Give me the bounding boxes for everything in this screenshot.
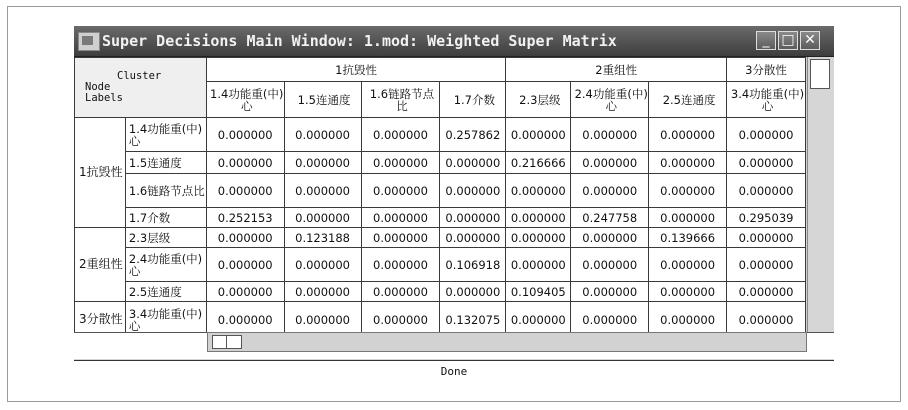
matrix-cell[interactable]: 0.000000 xyxy=(506,174,571,208)
row-node-label[interactable]: 1.7介数 xyxy=(125,208,206,228)
matrix-cell[interactable]: 0.000000 xyxy=(649,248,727,282)
matrix-cell[interactable]: 0.000000 xyxy=(649,152,727,174)
column-node-header[interactable]: 1.7介数 xyxy=(440,82,506,118)
matrix-cell[interactable]: 0.000000 xyxy=(440,174,506,208)
vertical-scrollbar[interactable] xyxy=(807,57,833,332)
matrix-cell[interactable]: 0.000000 xyxy=(571,228,649,248)
matrix-cell[interactable]: 0.106918 xyxy=(440,248,506,282)
matrix-cell[interactable]: 0.000000 xyxy=(206,118,284,152)
matrix-cell[interactable]: 0.000000 xyxy=(206,248,284,282)
matrix-cell[interactable]: 0.000000 xyxy=(361,248,440,282)
matrix-cell[interactable]: 0.000000 xyxy=(506,302,571,333)
matrix-cell[interactable]: 0.247758 xyxy=(571,208,649,228)
matrix-cell[interactable]: 0.000000 xyxy=(284,302,361,333)
corner-label-2: Node xyxy=(85,81,111,93)
horizontal-scrollbar[interactable] xyxy=(207,332,807,352)
row-node-label[interactable]: 1.5连通度 xyxy=(125,152,206,174)
column-node-header[interactable]: 1.6链路节点比 xyxy=(361,82,440,118)
title-bar[interactable] xyxy=(74,26,834,57)
column-cluster-header[interactable]: 3分散性 xyxy=(727,58,806,82)
matrix-cell[interactable]: 0.000000 xyxy=(361,208,440,228)
status-bar: Done xyxy=(74,360,834,385)
matrix-row xyxy=(75,208,806,228)
matrix-cell[interactable]: 0.000000 xyxy=(727,118,806,152)
matrix-cell[interactable]: 0.000000 xyxy=(284,174,361,208)
corner-label-3: Labels xyxy=(85,92,123,104)
maximize-button[interactable]: □ xyxy=(778,31,798,50)
matrix-cell[interactable]: 0.000000 xyxy=(649,118,727,152)
column-node-header[interactable]: 1.5连通度 xyxy=(284,82,361,118)
matrix-cell[interactable]: 0.000000 xyxy=(727,248,806,282)
matrix-cell[interactable]: 0.000000 xyxy=(361,174,440,208)
matrix-cell[interactable]: 0.139666 xyxy=(649,228,727,248)
matrix-cell[interactable]: 0.000000 xyxy=(206,282,284,302)
matrix-cell[interactable]: 0.000000 xyxy=(649,174,727,208)
column-cluster-header[interactable]: 1抗毁性 xyxy=(206,58,506,82)
matrix-cell[interactable]: 0.123188 xyxy=(284,228,361,248)
matrix-cell[interactable]: 0.000000 xyxy=(571,152,649,174)
app-icon[interactable] xyxy=(78,32,100,51)
matrix-cell[interactable]: 0.000000 xyxy=(361,282,440,302)
matrix-row xyxy=(75,118,806,152)
column-cluster-header[interactable]: 2重组性 xyxy=(506,58,727,82)
close-button[interactable]: ✕ xyxy=(800,31,820,50)
matrix-cell[interactable]: 0.000000 xyxy=(206,302,284,333)
matrix-cell[interactable]: 0.000000 xyxy=(506,248,571,282)
horizontal-scroll-thumb[interactable] xyxy=(212,335,242,349)
row-node-label[interactable]: 3.4功能重(中)心 xyxy=(125,302,206,333)
row-node-label[interactable]: 2.5连通度 xyxy=(125,282,206,302)
matrix-cell[interactable]: 0.000000 xyxy=(571,174,649,208)
matrix-cell[interactable]: 0.000000 xyxy=(571,282,649,302)
matrix-cell[interactable]: 0.000000 xyxy=(649,282,727,302)
matrix-row xyxy=(75,174,806,208)
matrix-row xyxy=(75,152,806,174)
row-node-label[interactable]: 2.4功能重(中)心 xyxy=(125,248,206,282)
row-cluster-label[interactable]: 2重组性 xyxy=(75,228,126,302)
matrix-cell[interactable]: 0.252153 xyxy=(206,208,284,228)
matrix-cell[interactable]: 0.000000 xyxy=(506,118,571,152)
matrix-cell[interactable]: 0.000000 xyxy=(361,152,440,174)
matrix-cell[interactable]: 0.000000 xyxy=(284,248,361,282)
matrix-cell[interactable]: 0.000000 xyxy=(361,302,440,333)
matrix-cell[interactable]: 0.000000 xyxy=(284,282,361,302)
matrix-cell[interactable]: 0.295039 xyxy=(727,208,806,228)
matrix-cell[interactable]: 0.000000 xyxy=(206,228,284,248)
row-node-label[interactable]: 1.6链路节点比 xyxy=(125,174,206,208)
matrix-cell[interactable]: 0.000000 xyxy=(571,302,649,333)
column-node-header[interactable]: 2.5连通度 xyxy=(649,82,727,118)
matrix-cell[interactable]: 0.000000 xyxy=(440,282,506,302)
matrix-cell[interactable]: 0.000000 xyxy=(284,152,361,174)
matrix-cell[interactable]: 0.000000 xyxy=(571,248,649,282)
matrix-cell[interactable]: 0.000000 xyxy=(440,228,506,248)
matrix-cell[interactable]: 0.109405 xyxy=(506,282,571,302)
matrix-corner-header xyxy=(75,58,207,118)
window-title: Super Decisions Main Window: 1.mod: Weighted Super Matrix xyxy=(102,32,617,50)
matrix-row xyxy=(75,228,806,248)
vertical-scroll-thumb[interactable] xyxy=(810,59,830,89)
matrix-cell[interactable]: 0.000000 xyxy=(506,208,571,228)
matrix-cell[interactable]: 0.216666 xyxy=(506,152,571,174)
matrix-cell[interactable]: 0.000000 xyxy=(727,174,806,208)
minimize-button[interactable]: _ xyxy=(756,31,776,50)
column-node-header[interactable]: 1.4功能重(中)心 xyxy=(206,82,284,118)
matrix-cell[interactable]: 0.000000 xyxy=(361,118,440,152)
matrix-cell[interactable]: 0.000000 xyxy=(361,228,440,248)
matrix-row xyxy=(75,282,806,302)
matrix-cell[interactable]: 0.000000 xyxy=(284,208,361,228)
matrix-cell[interactable]: 0.000000 xyxy=(727,282,806,302)
matrix-grid xyxy=(74,57,806,332)
column-node-header[interactable]: 2.4功能重(中)心 xyxy=(571,82,649,118)
matrix-cell[interactable]: 0.132075 xyxy=(440,302,506,333)
row-node-label[interactable]: 2.3层级 xyxy=(125,228,206,248)
matrix-cell[interactable]: 0.000000 xyxy=(206,174,284,208)
column-node-header[interactable]: 3.4功能重(中)心 xyxy=(727,82,806,118)
matrix-row xyxy=(75,302,806,333)
matrix-cell[interactable]: 0.000000 xyxy=(727,228,806,248)
matrix-cell[interactable]: 0.000000 xyxy=(727,152,806,174)
matrix-cell[interactable]: 0.000000 xyxy=(284,118,361,152)
row-cluster-label[interactable]: 3分散性 xyxy=(75,302,126,333)
matrix-cell[interactable]: 0.000000 xyxy=(506,228,571,248)
row-cluster-label[interactable]: 1抗毁性 xyxy=(75,118,126,228)
matrix-cell[interactable]: 0.000000 xyxy=(206,152,284,174)
matrix-cell[interactable]: 0.000000 xyxy=(440,208,506,228)
matrix-cell[interactable]: 0.000000 xyxy=(649,208,727,228)
super-matrix-window xyxy=(74,26,834,384)
matrix-cell[interactable]: 0.257862 xyxy=(440,118,506,152)
matrix-cell[interactable]: 0.000000 xyxy=(727,302,806,333)
matrix-cell[interactable]: 0.000000 xyxy=(440,152,506,174)
corner-label-1: Cluster xyxy=(117,70,162,82)
weighted-super-matrix-table xyxy=(74,57,806,332)
column-node-header[interactable]: 2.3层级 xyxy=(506,82,571,118)
row-node-label[interactable]: 1.4功能重(中)心 xyxy=(125,118,206,152)
matrix-cell[interactable]: 0.000000 xyxy=(649,302,727,333)
matrix-row xyxy=(75,248,806,282)
matrix-cell[interactable]: 0.000000 xyxy=(571,118,649,152)
